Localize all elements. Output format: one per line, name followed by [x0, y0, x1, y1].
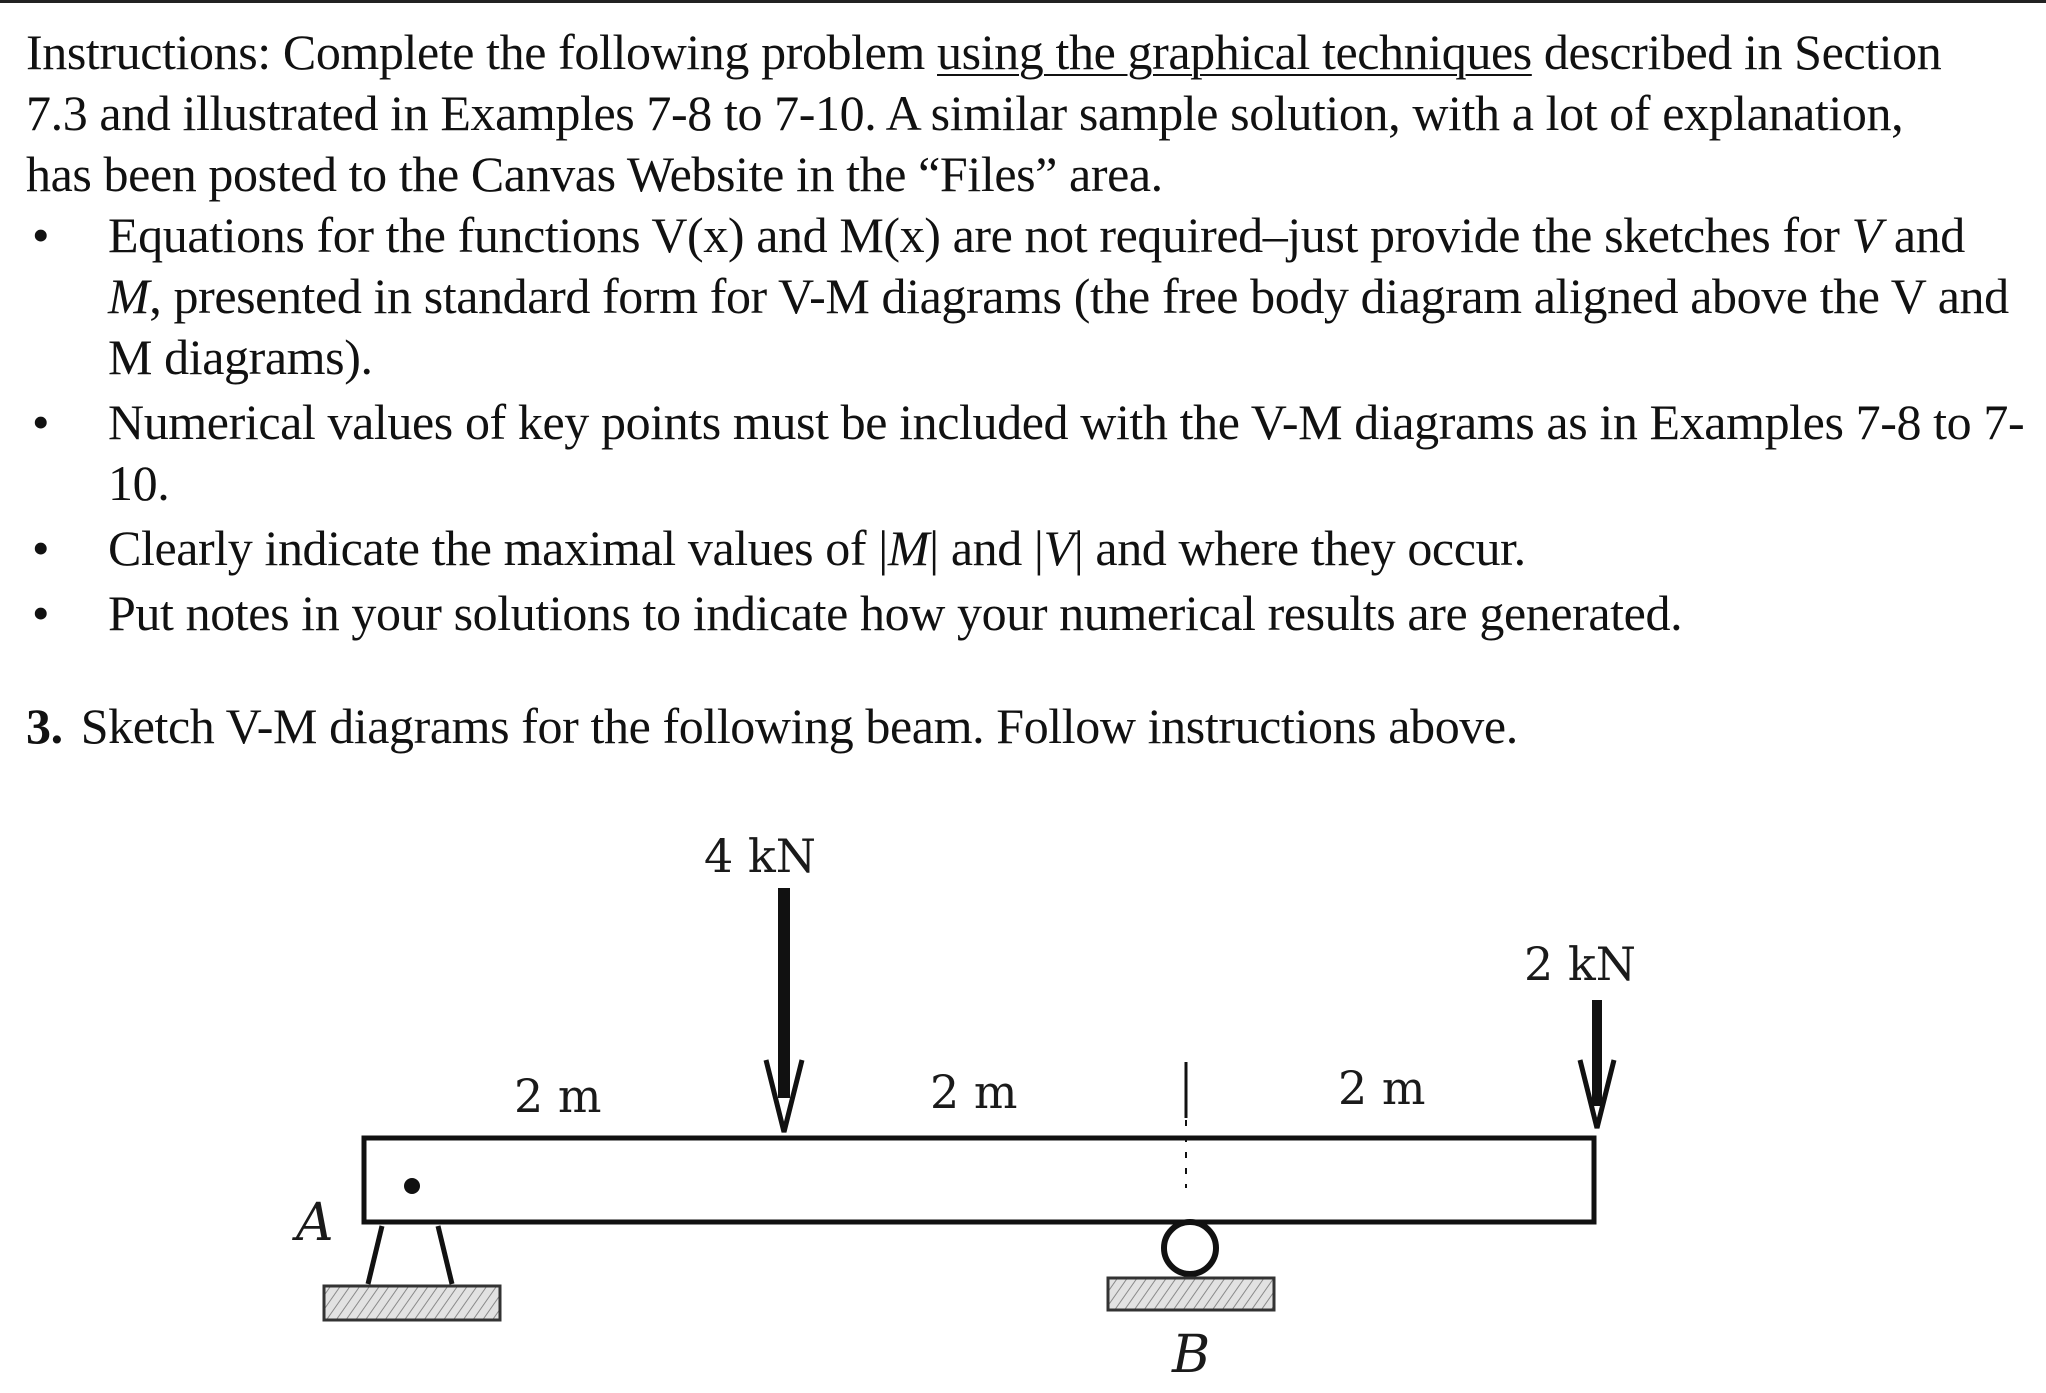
- bullet-text: and: [1881, 207, 1965, 263]
- load-arrow-2kn: [1580, 1000, 1614, 1128]
- bullet-italic: M: [887, 520, 930, 576]
- roller-support-b: [1108, 1222, 1274, 1310]
- bullet-icon: •: [32, 207, 50, 263]
- problem-number: 3.: [26, 698, 63, 754]
- bullet-item: [26, 518, 2026, 579]
- label-support-a: A: [296, 1193, 334, 1253]
- document-body: [26, 22, 2026, 757]
- bullet-icon: •: [32, 394, 50, 450]
- bullet-item: [26, 205, 2026, 388]
- bullet-italic: V: [1851, 207, 1882, 263]
- bullet-italic: V: [1043, 520, 1074, 576]
- beam: [364, 1138, 1594, 1222]
- ground-b-icon: [1108, 1278, 1274, 1310]
- roller-icon: [1164, 1222, 1216, 1274]
- bullet-text: Put notes in your solutions to indicate how your numerical results are generated.: [108, 585, 1683, 641]
- bullet-icon: •: [32, 585, 50, 641]
- instructions-underlined-phrase: using the graphical techniques: [937, 24, 1532, 80]
- bullet-text: | and where they occur.: [1073, 520, 1526, 576]
- instructions-paragraph: [26, 22, 2026, 205]
- label-load-2kn: 2 kN: [1524, 937, 1637, 991]
- bullet-text: , presented in standard form for V-M diagrams (the free body diagram aligned above the V and M diagrams).: [108, 268, 2009, 385]
- instructions-line2: 7.3 and illustrated in Examples 7-8 to 7-10. A similar sample solution, with a lot of explanation,: [26, 85, 1904, 141]
- bullet-text: Clearly indicate the maximal values of |: [108, 520, 888, 576]
- problem-text: Sketch V-M diagrams for the following beam. Follow instructions above.: [80, 698, 1518, 754]
- bullet-item: [26, 583, 2026, 644]
- top-rule: [0, 0, 2046, 3]
- pin-icon: [404, 1178, 420, 1194]
- bullet-text: Equations for the functions V(x) and M(x) are not required–just provide the sketches for: [108, 207, 1852, 263]
- bullet-item: [26, 392, 2026, 514]
- label-load-4kn: 4 kN: [704, 829, 817, 883]
- label-span-1: 2 m: [514, 1069, 602, 1123]
- label-support-b: B: [1172, 1325, 1211, 1385]
- instruction-bullets: [26, 205, 2026, 644]
- bullet-text: Numerical values of key points must be included with the V-M diagrams as in Examples 7-8 to 7-10.: [108, 394, 2025, 511]
- bullet-italic: M: [108, 268, 150, 324]
- label-span-3: 2 m: [1338, 1061, 1426, 1115]
- label-span-2: 2 m: [930, 1065, 1018, 1119]
- instructions-line3: has been posted to the Canvas Website in the “Files” area.: [26, 146, 1163, 202]
- problem-statement: [26, 696, 2026, 757]
- beam-diagram: [0, 800, 2046, 1393]
- bullet-text: | and |: [929, 520, 1044, 576]
- bullet-icon: •: [32, 520, 50, 576]
- instructions-line1-end: described in Section: [1531, 24, 1942, 80]
- instructions-intro: Instructions: Complete the following problem: [26, 24, 938, 80]
- ground-a-icon: [324, 1286, 500, 1320]
- load-arrow-4kn: [766, 888, 802, 1132]
